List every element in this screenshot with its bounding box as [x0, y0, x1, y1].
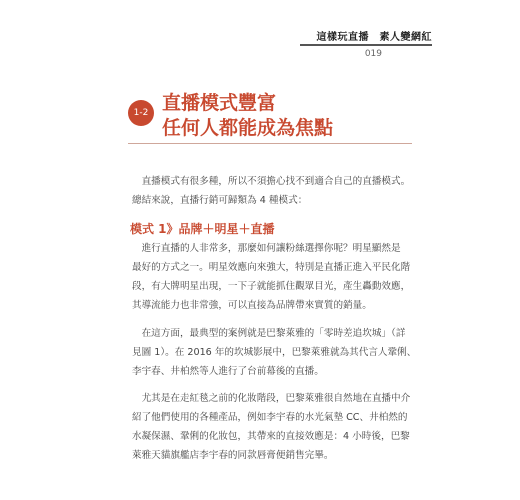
section-title	[162, 91, 333, 141]
heading-divider	[128, 143, 412, 144]
text-line: 在這方面，最典型的案例就是巴黎萊雅的「零時差追坎城」（詳	[132, 328, 406, 339]
text-line: 進行直播的人非常多，那麼如何讓粉絲選擇你呢？明星顯然是	[132, 243, 401, 254]
running-header-title: 這樣玩直播 素人變網紅	[316, 32, 432, 43]
paragraph-2	[132, 324, 417, 381]
page-number: 019	[364, 49, 382, 59]
paragraph-1	[132, 239, 411, 315]
text-line: 水凝保濕、鞏俐的化妝包，其帶來的直接效應是：4 小時後，巴黎	[132, 431, 410, 442]
header-divider	[300, 44, 432, 46]
section-title-line-2: 任何人都能成為焦點	[162, 117, 334, 139]
text-line: 總結來說，直播行銷可歸類為 4 種模式：	[132, 195, 308, 206]
text-line: 見圖 1）。在 2016 年的坎城影展中，巴黎萊雅就為其代言人鞏俐、	[132, 347, 417, 358]
text-line: 尤其是在走紅毯之前的化妝階段，巴黎萊雅很自然地在直播中介	[132, 393, 411, 404]
mode-1-heading: 模式 1》品牌＋明星＋直播	[130, 222, 275, 236]
text-line: 段，有大牌明星出現，一下子就能抓住觀眾目光，產生轟動效應，	[132, 281, 411, 292]
text-line: 其導流能力也非常強，可以直接為品牌帶來實質的銷量。	[132, 300, 372, 311]
section-number-badge: 1-2	[128, 100, 154, 126]
text-line: 萊雅天貓旗艦店李宇春的同款唇膏便銷售完畢。	[132, 450, 334, 461]
paragraph-3	[132, 389, 411, 465]
text-line: 紹了他們使用的各種產品，例如李宇春的水光氣墊 CC、井柏然的	[132, 412, 408, 423]
text-line: 直播模式有很多種，所以不須擔心找不到適合自己的直播模式。	[132, 176, 411, 187]
text-line: 最好的方式之一。明星效應向來強大，特別是直播正進入平民化階	[132, 262, 411, 273]
section-title-line-1: 直播模式豐富	[162, 92, 277, 114]
intro-paragraph	[132, 172, 411, 210]
text-line: 李宇春、井柏然等人進行了台前幕後的直播。	[132, 366, 324, 377]
